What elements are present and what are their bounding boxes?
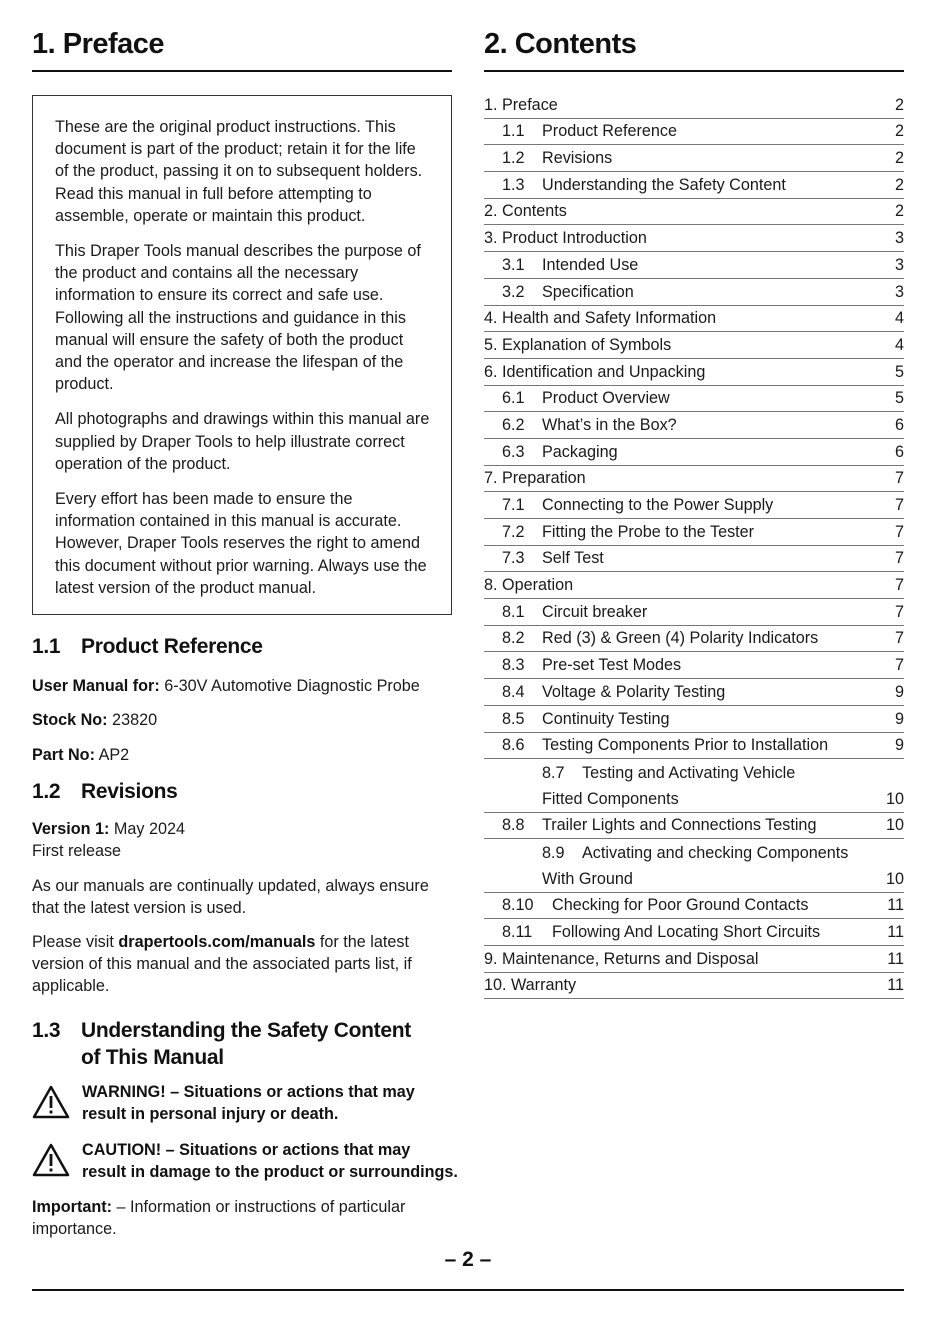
toc-row[interactable] [484, 492, 904, 519]
toc-entry-label [502, 816, 816, 835]
toc-entry-label [542, 764, 795, 783]
toc-entry-label [502, 710, 669, 729]
toc-entry-title: Following And Locating Short Circuits [552, 923, 821, 941]
toc-entry-title: 10. Warranty [484, 976, 577, 995]
toc-entry-title: Red (3) & Green (4) Polarity Indicators [542, 629, 819, 648]
important-value: – Information or instructions of particular importance. [32, 1198, 406, 1239]
section-title: Product Reference [81, 635, 263, 658]
toc-entry-label [502, 176, 786, 195]
toc-entry-page: 10 [885, 816, 904, 835]
toc-entry-label [502, 629, 818, 648]
toc-row[interactable] [484, 332, 904, 359]
toc-row[interactable] [484, 199, 904, 226]
toc-row[interactable] [484, 839, 904, 866]
toc-entry-page: 2 [894, 122, 904, 141]
toc-entry-label [484, 96, 558, 115]
preface-heading: 1. Preface [32, 28, 165, 60]
stock-number-label: Stock No: [32, 711, 108, 729]
toc-entry-page: 7 [894, 469, 904, 488]
toc-entry-title: Pre-set Test Modes [542, 656, 682, 675]
toc-row[interactable] [484, 626, 904, 653]
important-note [32, 1196, 452, 1240]
safety-heading [32, 1017, 411, 1071]
toc-row[interactable] [484, 652, 904, 679]
preface-paragraph-2: This Draper Tools manual describes the purpose of the product and contains all the necessary information to ensure its correct and safe use. Following all the instructions and guidance in this manual will ensure the safety of both the product and the operator and increase the lifespan of the product. [55, 242, 421, 394]
toc-entry-title: Trailer Lights and Connections Testing [542, 816, 817, 835]
stock-number-value: 23820 [107, 711, 158, 729]
toc-entry-page: 7 [894, 496, 904, 514]
toc-entry-label [502, 149, 612, 168]
section-title-line-2: of This Manual [81, 1046, 224, 1069]
section-title-line-1: Understanding the Safety Content [81, 1019, 411, 1042]
toc-entry-label [502, 416, 677, 435]
toc-row[interactable] [484, 919, 904, 946]
version-value: May 2024 [109, 820, 185, 838]
toc-entry-page: 10 [885, 789, 904, 808]
warning-line-2: result in personal injury or death. [82, 1105, 339, 1124]
page-number: – 2 – [444, 1248, 492, 1271]
toc-entry-label [502, 683, 725, 702]
toc-entry-label [484, 363, 705, 382]
toc-entry-number: 8.9 [542, 843, 565, 862]
toc-entry-title: Packaging [542, 442, 618, 461]
toc-entry-title: 5. Explanation of Symbols [484, 335, 672, 354]
toc-entry-number: 1.1 [502, 122, 525, 141]
preface-paragraph-3: All photographs and drawings within this manual are supplied by Draper Tools to help illustrate correct operation of the product. [55, 410, 430, 473]
toc-row[interactable] [484, 893, 904, 920]
toc-entry-title: Revisions [542, 149, 613, 168]
toc-entry-number: 8.2 [502, 629, 525, 648]
toc-entry-number: 1.3 [502, 175, 525, 194]
user-manual-label: User Manual for: [32, 677, 160, 695]
toc-entry-label [502, 923, 820, 942]
toc-entry-page: 4 [894, 309, 904, 328]
toc-entry-number: 8.1 [502, 602, 525, 621]
toc-entry-label [502, 389, 670, 408]
toc-entry-label [484, 202, 567, 221]
revisions-heading [32, 780, 178, 804]
preface-heading-rule [32, 70, 452, 72]
toc-entry-label [502, 656, 681, 675]
toc-entry-page: 10 [885, 869, 904, 888]
toc-entry-label [502, 603, 647, 622]
toc-entry-number: 8.3 [502, 656, 525, 675]
toc-entry-title: Product Overview [542, 389, 670, 408]
toc-row[interactable] [484, 599, 904, 626]
toc-entry-title: What’s in the Box? [542, 415, 677, 434]
toc-entry-page: 7 [894, 549, 904, 568]
toc-entry-number: 7.3 [502, 549, 525, 568]
table-of-contents [484, 92, 904, 999]
section-number: 1.2 [32, 780, 61, 803]
toc-entry-label [502, 896, 808, 915]
toc-row[interactable] [484, 786, 904, 813]
toc-entry-page: 3 [894, 255, 904, 274]
toc-entry-page: 6 [894, 442, 904, 461]
section-title: Revisions [81, 780, 178, 803]
toc-entry-title: 8. Operation [484, 576, 574, 595]
toc-entry-title: Voltage & Polarity Testing [542, 682, 726, 701]
toc-entry-label [502, 443, 618, 462]
toc-row[interactable] [484, 172, 904, 199]
preface-box [32, 95, 452, 615]
stock-number-line [32, 709, 452, 731]
toc-entry-title: Testing Components Prior to Installation [542, 736, 829, 755]
toc-row[interactable] [484, 679, 904, 706]
toc-row[interactable] [484, 386, 904, 413]
toc-entry-page: 9 [894, 736, 904, 755]
toc-entry-number: 8.10 [502, 896, 534, 915]
toc-row[interactable] [484, 145, 904, 172]
toc-row[interactable] [484, 412, 904, 439]
toc-row[interactable] [484, 759, 904, 786]
toc-row[interactable] [484, 946, 904, 973]
toc-entry-page: 7 [894, 629, 904, 648]
toc-row[interactable] [484, 279, 904, 306]
version-label: Version 1: [32, 820, 110, 838]
toc-entry-number: 7.2 [502, 522, 525, 541]
toc-entry-label [484, 576, 573, 595]
toc-entry-page: 5 [894, 389, 904, 408]
section-number: 1.3 [32, 1019, 61, 1042]
part-number-label: Part No: [32, 746, 95, 764]
visit-prefix: Please visit [32, 933, 119, 951]
toc-entry-label [484, 950, 758, 969]
important-label: Important: [32, 1198, 113, 1216]
toc-entry-number: 6.2 [502, 415, 525, 434]
toc-entry-label [502, 122, 677, 141]
toc-entry-page: 11 [887, 976, 904, 995]
toc-entry-label [484, 309, 716, 328]
preface-paragraph-4: Every effort has been made to ensure the information contained in this manual is accurate. However, Draper Tools reserves the right to amend this document without prior warning. Always use the latest version of the product manual. [55, 490, 427, 597]
toc-entry-page: 2 [894, 95, 904, 114]
toc-entry-label [484, 229, 647, 248]
warning-triangle-icon [32, 1085, 70, 1119]
toc-entry-page: 5 [894, 362, 904, 381]
toc-row[interactable] [484, 439, 904, 466]
toc-entry-page: 7 [894, 602, 904, 621]
toc-entry-number: 7.1 [502, 496, 525, 514]
user-manual-value: 6-30V Automotive Diagnostic Probe [159, 677, 420, 695]
product-reference-heading [32, 635, 263, 659]
toc-entry-title: 6. Identification and Unpacking [484, 362, 706, 381]
toc-row[interactable] [484, 466, 904, 493]
toc-entry-number: 8.7 [542, 763, 565, 782]
contents-heading-rule [484, 70, 904, 72]
toc-entry-number: 3.2 [502, 282, 525, 301]
toc-entry-title: 1. Preface [484, 95, 558, 114]
toc-row[interactable] [484, 225, 904, 252]
toc-entry-title: 7. Preparation [484, 469, 586, 488]
toc-entry-page: 2 [894, 149, 904, 168]
toc-entry-number: 8.5 [502, 709, 525, 728]
toc-row[interactable] [484, 119, 904, 146]
toc-entry-number: 8.8 [502, 816, 525, 835]
toc-entry-label [502, 523, 754, 542]
toc-entry-label [502, 256, 638, 275]
toc-row[interactable] [484, 706, 904, 733]
toc-entry-label [502, 736, 828, 755]
toc-entry-title: 2. Contents [484, 202, 567, 221]
toc-entry-number: 1.2 [502, 149, 525, 168]
toc-entry-title: Testing and Activating Vehicle [582, 763, 796, 782]
toc-entry-page: 7 [894, 576, 904, 595]
update-note: As our manuals are continually updated, always ensure that the latest version is used. [32, 877, 429, 918]
toc-entry-label [502, 549, 604, 568]
part-number-value: AP2 [94, 746, 130, 764]
toc-entry-page: 9 [894, 682, 904, 701]
toc-entry-title: 4. Health and Safety Information [484, 309, 717, 328]
toc-entry-title: Self Test [542, 549, 604, 568]
toc-entry-title: Circuit breaker [542, 602, 648, 621]
toc-entry-title: Fitted Components [542, 789, 679, 808]
toc-row[interactable] [484, 973, 904, 1000]
toc-entry-page: 7 [894, 656, 904, 675]
toc-entry-page: 7 [894, 522, 904, 541]
toc-entry-page: 11 [887, 896, 904, 915]
section-number: 1.1 [32, 635, 61, 658]
toc-entry-title: 9. Maintenance, Returns and Disposal [484, 949, 759, 968]
toc-entry-page: 11 [887, 949, 904, 968]
toc-entry-label [542, 870, 633, 889]
toc-entry-label [484, 469, 586, 488]
toc-entry-page: 2 [894, 202, 904, 221]
toc-entry-number: 6.3 [502, 442, 525, 461]
version-line [32, 818, 452, 840]
toc-entry-label [542, 790, 679, 809]
toc-entry-label [502, 496, 773, 515]
toc-entry-label [484, 976, 576, 995]
toc-entry-page: 3 [894, 282, 904, 301]
toc-entry-label [542, 844, 848, 863]
toc-row[interactable] [484, 359, 904, 386]
part-number-line [32, 744, 452, 766]
toc-entry-title: Checking for Poor Ground Contacts [552, 896, 809, 915]
toc-entry-number: 8.4 [502, 682, 525, 701]
toc-entry-number: 3.1 [502, 255, 525, 274]
caution-text [82, 1139, 458, 1183]
toc-row[interactable] [484, 519, 904, 546]
toc-entry-page: 4 [894, 335, 904, 354]
caution-line-2: result in damage to the product or surroundings. [82, 1163, 458, 1182]
toc-entry-page: 3 [894, 229, 904, 248]
warning-text [82, 1081, 415, 1125]
toc-entry-page: 2 [894, 175, 904, 194]
toc-row[interactable] [484, 252, 904, 279]
toc-row[interactable] [484, 92, 904, 119]
manuals-link[interactable]: drapertools.com/manuals [118, 933, 316, 951]
toc-row[interactable] [484, 546, 904, 573]
toc-entry-title: Understanding the Safety Content [542, 175, 786, 194]
toc-entry-page: 6 [894, 415, 904, 434]
toc-entry-title: Product Reference [542, 122, 677, 141]
visit-suffix: for the latest version of this manual and the associated parts list, if applicable. [32, 933, 412, 996]
toc-row[interactable] [484, 572, 904, 599]
toc-entry-title: Intended Use [542, 255, 639, 274]
warning-block [32, 1081, 462, 1127]
toc-entry-title: Specification [542, 282, 634, 301]
toc-entry-number: 8.6 [502, 736, 525, 755]
user-manual-line [32, 675, 452, 697]
toc-entry-title: Continuity Testing [542, 709, 670, 728]
toc-entry-title: 3. Product Introduction [484, 229, 647, 248]
toc-entry-number: 6.1 [502, 389, 525, 408]
toc-entry-title: Fitting the Probe to the Tester [542, 522, 755, 541]
caution-block [32, 1139, 462, 1185]
toc-entry-page: 11 [887, 923, 904, 941]
version-note: First release [32, 842, 122, 860]
toc-entry-title: Activating and checking Components [582, 843, 849, 862]
caution-triangle-icon [32, 1143, 70, 1177]
visit-note [32, 931, 452, 998]
toc-entry-title: Connecting to the Power Supply [542, 496, 774, 514]
preface-paragraph-1: These are the original product instructions. This document is part of the product; retain it for the life of the product, passing it on to subsequent holders. Read this manual in full before attempting to assemble, operate or maintain this product. [55, 118, 423, 225]
toc-row[interactable] [484, 813, 904, 840]
toc-entry-title: With Ground [542, 869, 633, 888]
caution-line-1: CAUTION! – Situations or actions that may [82, 1141, 411, 1159]
toc-row[interactable] [484, 733, 904, 760]
contents-heading: 2. Contents [484, 28, 637, 60]
warning-line-1: WARNING! – Situations or actions that may [82, 1083, 415, 1101]
toc-row[interactable] [484, 306, 904, 333]
toc-row[interactable] [484, 866, 904, 893]
toc-entry-number: 8.11 [502, 923, 533, 941]
toc-entry-label [502, 283, 634, 302]
toc-entry-page: 9 [894, 709, 904, 728]
toc-entry-label [484, 336, 671, 355]
footer-rule [32, 1289, 904, 1291]
